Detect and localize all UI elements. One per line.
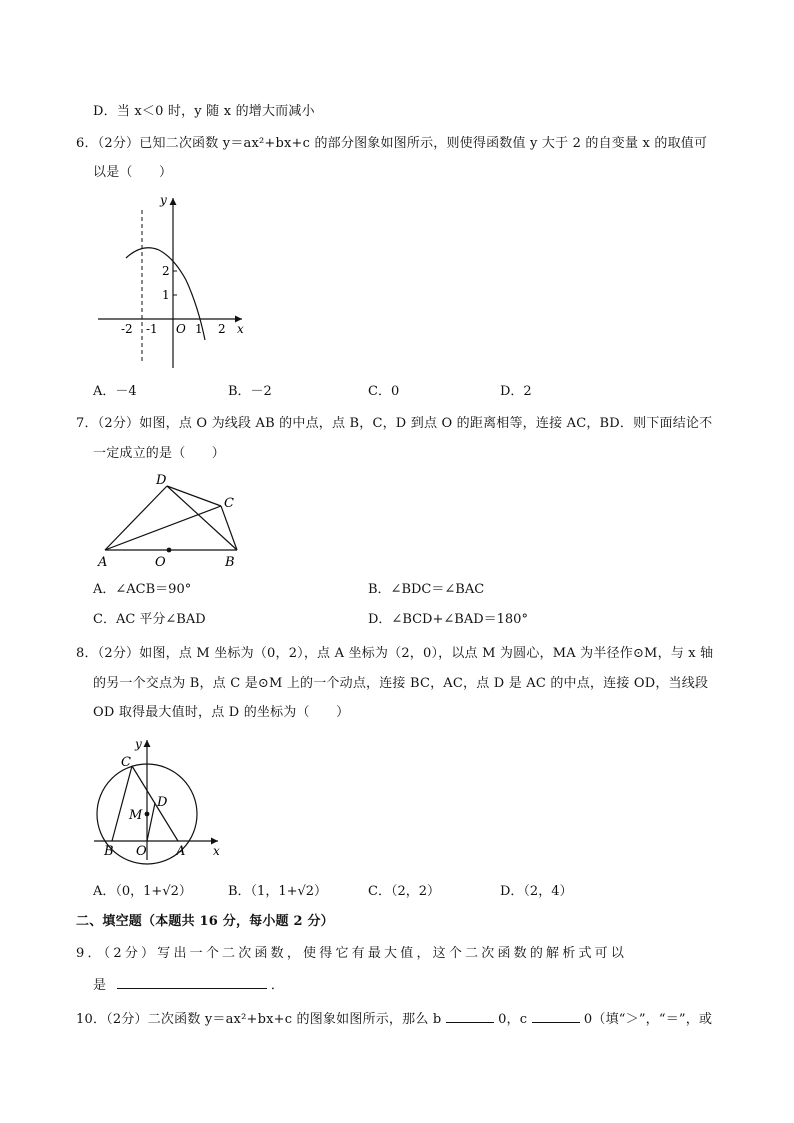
q8-label-c: C — [121, 755, 131, 770]
q10-stem-part3: 0（填“＞”，“＝”，或 — [583, 1012, 713, 1027]
q7-quadrilateral-figure — [95, 470, 255, 570]
q6-parabola-graph — [90, 188, 260, 373]
q6-x-tick: -1 — [146, 322, 158, 336]
q7-stem-line1: 7．（2分）如图，点 O 为线段 AB 的中点，点 B，C，D 到点 O 的距离相等，连接 AC，BD．则下面结论不 — [76, 416, 713, 431]
q9-answer-blank[interactable] — [117, 976, 267, 989]
q7-label-b: B — [225, 555, 235, 570]
q6-option-d[interactable]: D．2 — [500, 384, 532, 399]
q8-label-b: B — [104, 844, 114, 859]
q7-point-o — [167, 548, 172, 553]
q7-option-d[interactable]: D．∠BCD+∠BAD＝180° — [368, 612, 528, 627]
q6-x-tick: 2 — [218, 322, 226, 336]
q5-option-d: D．当 x＜0 时，y 随 x 的增大而减小 — [93, 104, 315, 119]
q7-label-c: C — [224, 496, 234, 511]
q8-point-m — [145, 812, 150, 817]
q8-option-a[interactable]: A．（0，1+√2） — [93, 884, 192, 899]
q10-answer-blank-b[interactable] — [446, 1010, 494, 1023]
q9-stem-suffix: ． — [270, 978, 285, 993]
q6-option-b[interactable]: B．－2 — [228, 384, 272, 399]
q10-answer-blank-c[interactable] — [532, 1010, 580, 1023]
q7-stem-line2: 一定成立的是（ ） — [93, 446, 226, 461]
q6-y-tick: 1 — [162, 288, 170, 302]
q6-y-axis-label: y — [160, 193, 167, 207]
q10-stem-part1: 10．（2分）二次函数 y＝ax²+bx+c 的图象如图所示，那么 b — [76, 1012, 442, 1027]
q7-label-a: A — [98, 555, 108, 570]
q8-stem-line3: OD 取得最大值时，点 D 的坐标为（ ） — [93, 705, 350, 720]
q8-label-x: x — [213, 844, 220, 858]
q8-circle-figure — [90, 730, 235, 865]
q9-stem-line1: 9．（2分）写出一个二次函数，使得它有最大值，这个二次函数的解析式可以 — [76, 946, 628, 961]
q8-stem-line1: 8．（2分）如图，点 M 坐标为（0，2），点 A 坐标为（2，0），以点 M 为圆心，MA 为半径作⊙M，与 x 轴 — [76, 646, 714, 661]
q7-option-c[interactable]: C．AC 平分∠BAD — [93, 612, 206, 627]
q6-x-tick: -2 — [121, 322, 133, 336]
q8-label-m: M — [129, 808, 143, 823]
q9-stem-prefix: 是 — [93, 978, 107, 993]
q9-stem-line2 — [93, 976, 284, 994]
q6-option-c[interactable]: C．0 — [368, 384, 400, 399]
q8-option-d[interactable]: D．（2，4） — [500, 884, 573, 899]
q6-x-tick: 1 — [195, 322, 203, 336]
q7-option-b[interactable]: B．∠BDC＝∠BAC — [368, 582, 485, 597]
q8-stem-line2: 的另一个交点为 B，点 C 是⊙M 上的一个动点，连接 BC，AC，点 D 是 AC 的中点，连接 OD，当线段 — [93, 676, 709, 691]
q8-option-b[interactable]: B．（1，1+√2） — [228, 884, 328, 899]
q7-option-a[interactable]: A．∠ACB＝90° — [93, 582, 192, 597]
q10-stem-part2: 0，c — [498, 1012, 528, 1027]
q8-option-c[interactable]: C．（2，2） — [368, 884, 440, 899]
q10-stem-line1 — [76, 1010, 712, 1028]
q6-stem-line2: 以是（ ） — [93, 165, 173, 180]
q6-x-axis-label: x — [237, 322, 244, 336]
q8-label-y: y — [135, 737, 142, 751]
q8-label-a: A — [176, 844, 186, 859]
q7-label-d: D — [156, 473, 167, 488]
q6-y-tick: 2 — [162, 264, 170, 278]
section2-title: 二、填空题（本题共 16 分，每小题 2 分） — [76, 914, 334, 929]
q8-label-o: O — [136, 844, 147, 859]
q6-stem-line1: 6．（2分）已知二次函数 y＝ax²+bx+c 的部分图象如图所示，则使得函数值 y 大于 2 的自变量 x 的取值可 — [76, 136, 708, 151]
q6-origin-label: O — [176, 322, 186, 336]
q8-label-d: D — [157, 795, 168, 810]
q6-option-a[interactable]: A．－4 — [93, 384, 137, 399]
q7-label-o: O — [155, 555, 166, 570]
